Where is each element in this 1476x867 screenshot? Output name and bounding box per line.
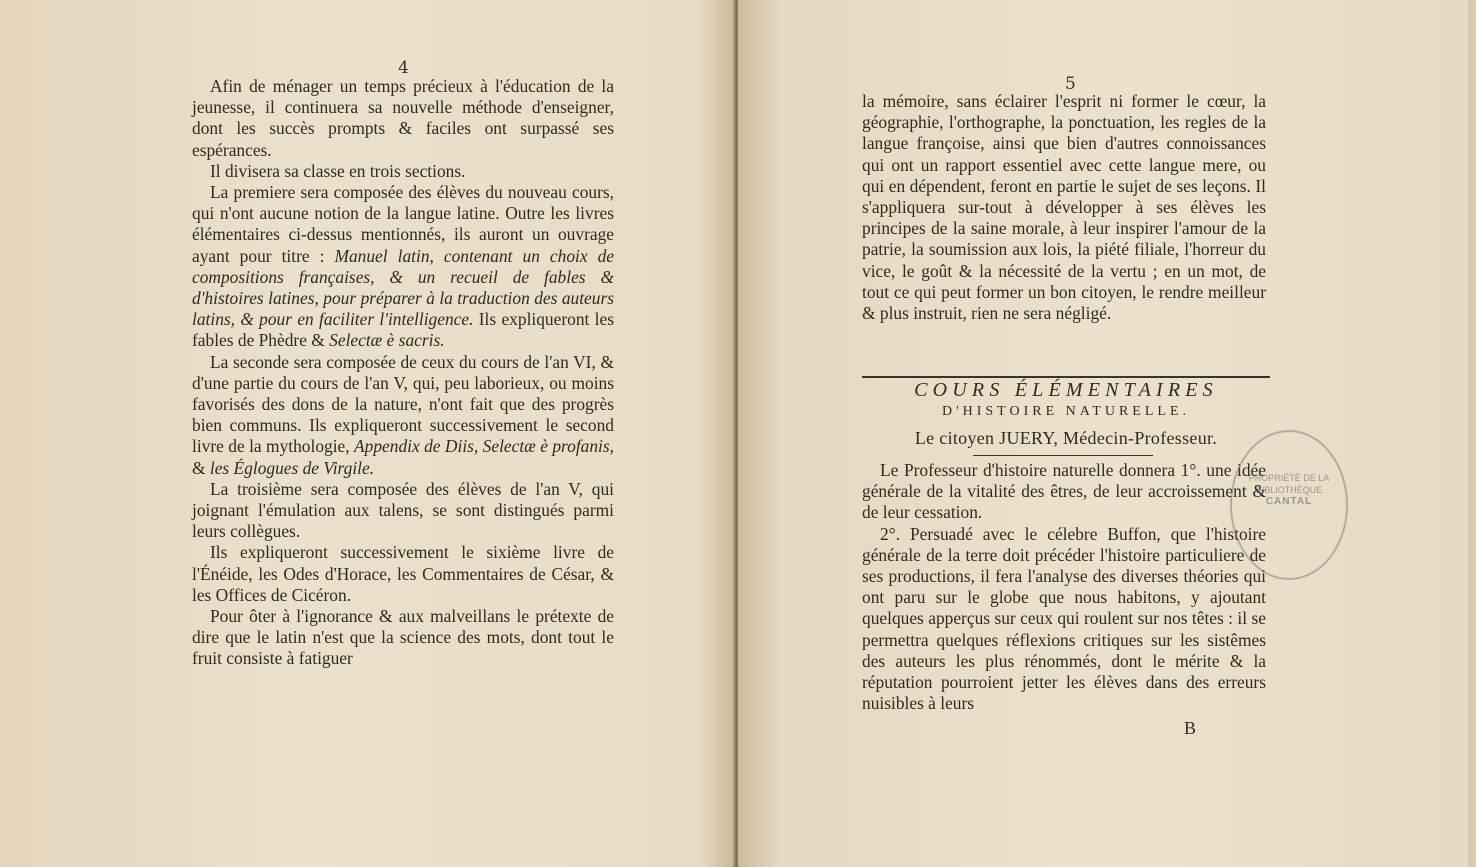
text-run: La premiere sera composée des élèves du nouveau cours, qui n'ont aucune notion de la langue latine. Outre les livres élémentaires ci-dessus mentionnés, ils auront un ouvrage ayant pour titre :	[192, 182, 614, 266]
paragraph: Ils expliqueront successivement le sixième livre de l'Énéide, les Odes d'Horace, les Commentaires de César, & les Offices de Cicéron.	[192, 542, 614, 605]
page-number-left: 4	[398, 58, 409, 78]
text-run: La seconde sera composée de ceux du cours de l'an VI, & d'une partie du cours de l'an V, qui, peu laborieux, ou moins favorisés des dons de la nature, n'ont fait que des progrès bien communs. Ils expliqueront successivement le second livre de la mythologie,	[192, 351, 614, 457]
page-number-right: 5	[1065, 74, 1076, 94]
professor-line: Le citoyen JUERY, Médecin-Professeur.	[914, 428, 1218, 448]
left-page-text	[192, 76, 614, 670]
paragraph	[192, 352, 614, 479]
right-page	[738, 0, 1476, 867]
italic-title: Manuel latin, contenant un choix de compositions françaises, & un recueil de fables & d'histoires latines, pour préparer à la traduction des auteurs latins, & pour en faciliter l'intelligence.	[192, 245, 615, 330]
page-edge	[1468, 0, 1476, 867]
paragraph: Il divisera sa classe en trois sections.	[210, 160, 466, 181]
heading-rule-top	[862, 376, 1270, 378]
section-subheading: D'HISTOIRE NATURELLE.	[941, 404, 1191, 419]
stamp-center-text: CANTAL	[1265, 496, 1313, 507]
stamp-ring-text: PROPRIÉTÉ DE LA BIBLIOTHÈQUE	[1248, 473, 1330, 495]
paragraph: La troisième sera composée des élèves de l'an V, qui joignant l'émulation aux talens, se sont distingués parmi leurs collègues.	[192, 478, 614, 542]
paragraph	[192, 182, 614, 352]
heading-rule-bottom	[973, 455, 1153, 456]
library-stamp-icon	[1230, 430, 1348, 580]
paragraph: Pour ôter à l'ignorance & aux malveillans le prétexte de dire que le latin n'est que la science des mots, dont tout le fruit consiste à fatiguer	[192, 606, 614, 669]
italic-title: Appendix de Diis, Selectæ è profanis,	[354, 436, 614, 457]
right-page-text-2	[862, 460, 1266, 714]
signature-mark: B	[1184, 718, 1197, 738]
paragraph: Le Professeur d'histoire naturelle donnera 1°. une idée générale de la vitalité des êtres, de leur accroissement & de leur cessation.	[862, 460, 1266, 523]
paragraph: Afin de ménager un temps précieux à l'éducation de la jeunesse, il continuera sa nouvelle méthode d'enseigner, dont les succès prompts & faciles ont surpassé ses espérances.	[192, 76, 614, 160]
italic-title: Selectæ è sacris.	[329, 330, 445, 351]
left-page	[0, 0, 735, 867]
text-run: Ils expliqueront les fables de Phèdre &	[192, 309, 614, 351]
text-run: &	[192, 457, 210, 478]
paragraph: 2°. Persuadé avec le célebre Buffon, que l'histoire générale de la terre doit précéder l'histoire particuliere de ses productions, il fera l'analyse des diverses théories qui ont paru sur le globe que nous habitons, y ajoutant quelques apperçus sur ceux qui roulent sur nos têtes : il se permettra quelques réflexions critiques sur les sistêmes des auteurs les plus rénommés, dont le mérite & la réputation pourroient jetter les élèves dans des erreurs nuisibles à leurs	[862, 523, 1266, 714]
right-page-text-1	[862, 91, 1266, 324]
section-heading: COURS ÉLÉMENTAIRES	[914, 379, 1218, 401]
italic-title: les Églogues de Virgile.	[209, 457, 375, 478]
paragraph: la mémoire, sans éclairer l'esprit ni former le cœur, la géographie, l'orthographe, la ponctuation, les regles de la langue françoise, ainsi que bien d'autres connoissances qui ont un rapport essentiel avec cette langue mere, ou qui en dépendent, feront en partie le sujet de ses leçons. Il s'appliquera sur-tout à développer à ses élèves les principes de la saine morale, à leur inspirer l'amour de la patrie, la soumission aux lois, la piété filiale, l'horreur du vice, le goût & la nécessité de la vertu ; en un mot, de tout ce qui peut former un bon citoyen, le rendre meilleur & plus instruit, rien ne sera négligé.	[862, 91, 1266, 324]
